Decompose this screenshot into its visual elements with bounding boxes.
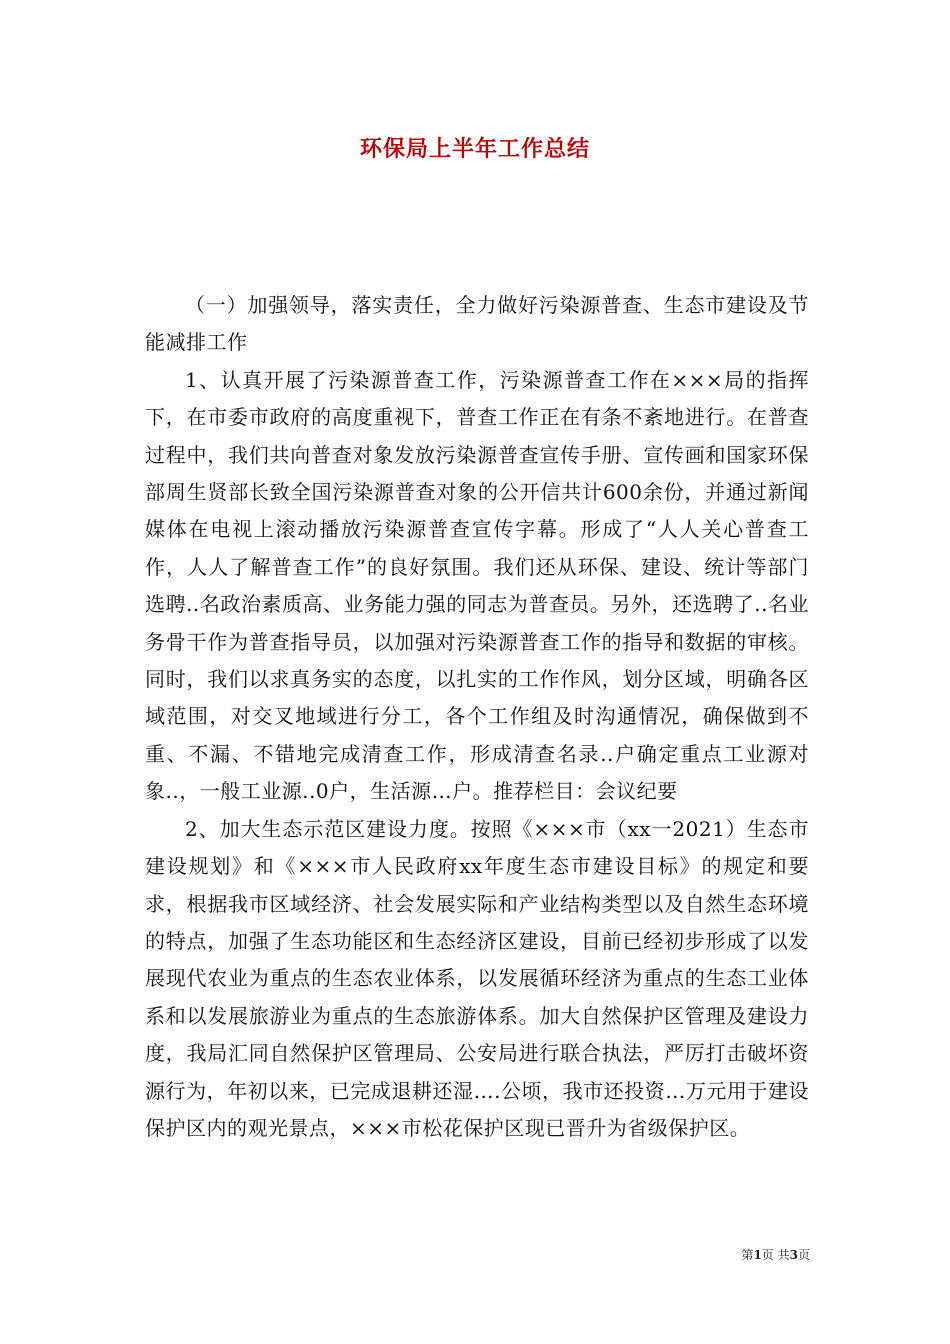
footer-total-pages: 3 xyxy=(789,1248,798,1262)
page-title: 环保局上半年工作总结 xyxy=(359,137,590,162)
document-body xyxy=(145,287,809,1147)
paragraph-eco-demo-zone: 2、加大生态示范区建设力度。按照《×××市（xx一2021）生态市建设规划》和《×××市人民政府xx年度生态市建设目标》的规定和要求，根据我市区域经济、社会发展实际和产业结构类型以及自然生态环境的特点，加强了生态功能区和生态经济区建设，目前已经初步形成了以发展现代农业为重点的生态农业体系，以发展循环经济为重点的生态工业体系和以发展旅游业为重点的生态旅游体系。加大自然保护区管理及建设力度，我局汇同自然保护区管理局、公安局进行联合执法，严厉打击破坏资源行为，年初以来，已完成退耕还湿….公顷，我市还投资…万元用于建设保护区内的观光景点，×××市松花保护区现已晋升为省级保护区。 xyxy=(145,816,809,1140)
footer-prefix: 第 xyxy=(741,1248,754,1262)
footer-suffix: 页 xyxy=(797,1248,810,1262)
footer-current-page: 1 xyxy=(753,1248,762,1262)
page-number-footer xyxy=(710,1246,810,1263)
section-heading: （一）加强领导，落实责任，全力做好污染源普查、生态市建设及节能减排工作 xyxy=(145,293,809,355)
footer-middle: 页 共 xyxy=(761,1248,790,1262)
paragraph-pollution-census: 1、认真开展了污染源普查工作，污染源普查工作在×××局的指挥下，在市委市政府的高度重视下，普查工作正在有条不紊地进行。在普查过程中，我们共向普查对象发放污染源普查宣传手册、宣传画和国家环保部周生贤部长致全国污染源普查对象的公开信共计600余份，并通过新闻媒体在电视上滚动播放污染源普查宣传字幕。形成了“人人关心普查工作，人人了解普查工作”的良好氛围。我们还从环保、建设、统计等部门选聘..名政治素质高、业务能力强的同志为普查员。另外，还选聘了..名业务骨干作为普查指导员，以加强对污染源普查工作的指导和数据的审核。同时，我们以求真务实的态度，以扎实的工作作风，划分区域，明确各区域范围，对交叉地域进行分工，各个工作组及时沟通情况，确保做到不重、不漏、不错地完成清查工作，形成清查名录..户确定重点工业源对象..，一般工业源..0户，生活源…户。推荐栏目：会议纪要 xyxy=(145,367,809,804)
